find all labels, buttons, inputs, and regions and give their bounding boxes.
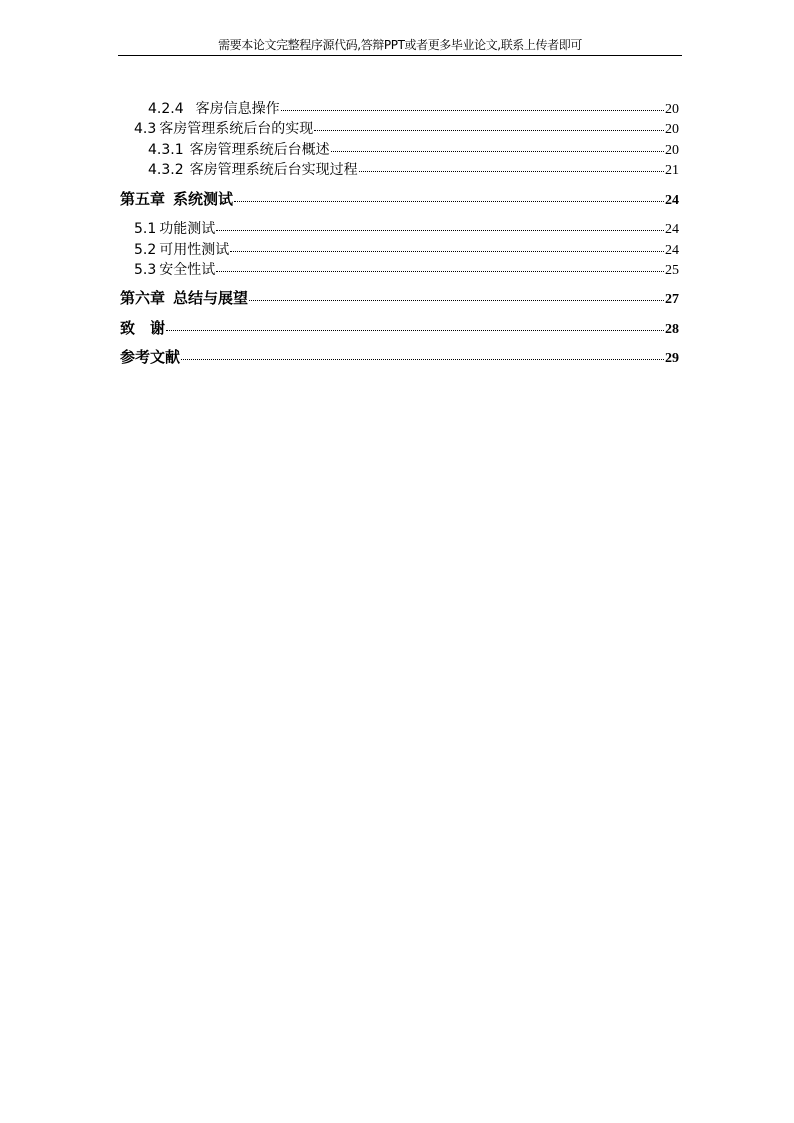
toc-entry-title: 系统测试 xyxy=(173,190,234,208)
toc-leader xyxy=(359,159,664,172)
toc-entry[interactable] xyxy=(134,118,679,138)
toc-chapter-entry[interactable] xyxy=(120,317,679,338)
toc-entry-title: 客房管理系统后台的实现 xyxy=(159,121,314,137)
toc-entry-page: 20 xyxy=(665,122,679,137)
toc-chapter-entry[interactable] xyxy=(120,346,679,367)
toc-leader xyxy=(314,118,664,131)
toc-leader xyxy=(281,98,664,111)
toc-entry[interactable] xyxy=(148,139,679,159)
toc-leader xyxy=(181,347,664,360)
toc-entry[interactable] xyxy=(134,259,679,279)
toc-entry-page: 20 xyxy=(665,102,679,117)
toc-entry-number: 4.3 xyxy=(134,121,157,137)
toc-leader xyxy=(216,218,664,231)
toc-entry-title: 安全性试 xyxy=(159,262,216,278)
toc-entry-title: 参考文献 xyxy=(120,348,181,366)
toc-entry-number: 4.2.4 xyxy=(148,101,184,117)
toc-entry[interactable] xyxy=(134,218,679,238)
toc-entry-page: 27 xyxy=(665,292,679,307)
toc-entry-page: 24 xyxy=(665,193,679,208)
toc-entry-page: 21 xyxy=(665,163,679,178)
toc-leader xyxy=(166,318,664,331)
toc-entry-title: 致 谢 xyxy=(120,319,166,337)
toc-leader xyxy=(216,259,664,272)
toc-entry-number: 4.3.1 xyxy=(148,142,184,158)
toc-entry-title: 可用性测试 xyxy=(159,242,230,258)
page-header: 需要本论文完整程序源代码,答辩PPT或者更多毕业论文,联系上传者即可 xyxy=(218,38,582,52)
toc-entry-title: 总结与展望 xyxy=(173,289,249,307)
toc-entry-page: 24 xyxy=(665,222,679,237)
toc-entry-title: 功能测试 xyxy=(159,221,216,237)
toc-entry-title: 客房管理系统后台实现过程 xyxy=(189,162,358,178)
toc-entry-number: 第六章 xyxy=(120,289,166,307)
toc-leader xyxy=(331,139,664,152)
toc-entry-number: 5.2 xyxy=(134,242,157,258)
toc-entry-number: 5.3 xyxy=(134,262,157,278)
toc-chapter-entry[interactable] xyxy=(120,287,679,308)
toc-entry-title: 客房管理系统后台概述 xyxy=(189,142,330,158)
toc-leader xyxy=(249,288,664,301)
toc-entry[interactable] xyxy=(148,98,679,118)
toc-entry-page: 29 xyxy=(665,351,679,366)
toc-chapter-entry[interactable] xyxy=(120,188,679,209)
toc-leader xyxy=(234,189,664,202)
toc-entry-page: 28 xyxy=(665,322,679,337)
toc-entry-title: 客房信息操作 xyxy=(195,101,280,117)
toc-entry-number: 5.1 xyxy=(134,221,157,237)
toc-entry-number: 第五章 xyxy=(120,190,166,208)
toc-entry[interactable] xyxy=(134,239,679,259)
toc-entry-page: 24 xyxy=(665,243,679,258)
toc-entry[interactable] xyxy=(148,159,679,179)
toc-leader xyxy=(230,239,664,252)
header-divider xyxy=(118,55,682,56)
toc-entry-page: 25 xyxy=(665,263,679,278)
toc-entry-number: 4.3.2 xyxy=(148,162,184,178)
toc-entry-page: 20 xyxy=(665,143,679,158)
